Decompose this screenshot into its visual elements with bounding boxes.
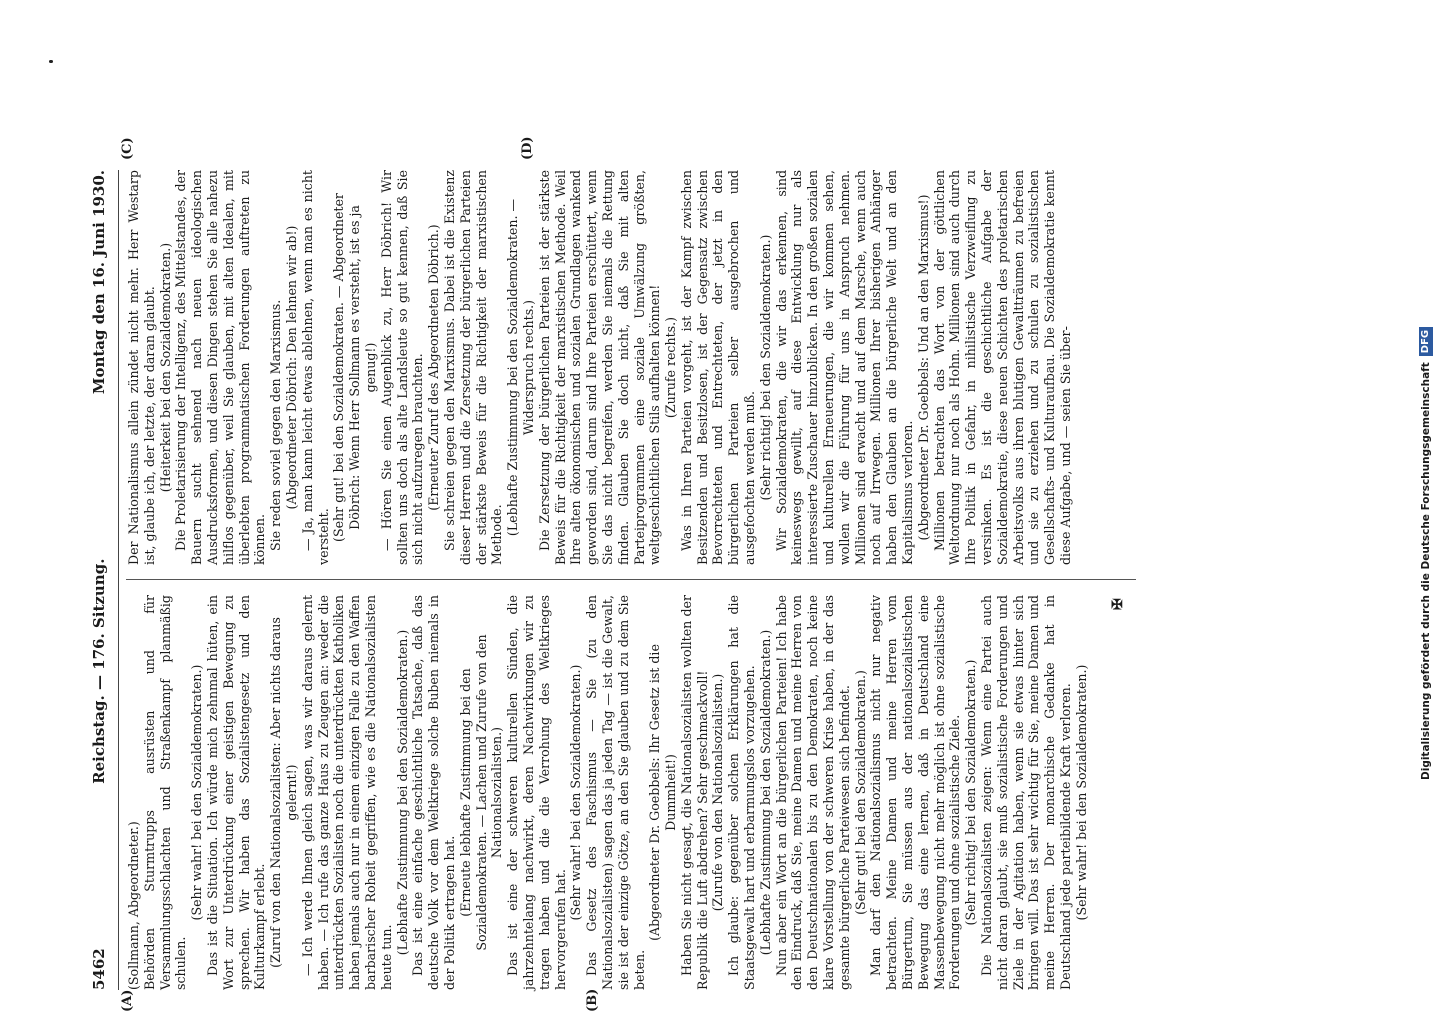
dfg-logo: DFG xyxy=(1419,327,1433,356)
rotated-page xyxy=(90,80,1170,1012)
column-divider xyxy=(126,579,1136,580)
reaction-line: (Sehr richtig! bei den Sozialdemokraten.) xyxy=(963,659,979,926)
speech-paragraph: — Ich werde Ihnen gleich sagen, was wir daraus gelernt haben. — Ich rufe das ganze Haus zu Zeugen an: weder die unterdrückten Sozialisten noch die unterdrückten Katholiken haben jemals auch nur in einem einzigen Falle zu den Waffen barbarischer Roheit gegriffen, wie es die Nationalsozialisten heute tun. xyxy=(299,595,394,990)
page-number: 5462 xyxy=(90,948,108,990)
funding-notice: Digitalisierung gefördert durch die Deutsche Forschungsgemeinschaft xyxy=(1420,362,1432,780)
session-date: Montag den 16. Juni 1930. xyxy=(90,170,108,395)
right-column xyxy=(126,170,1074,565)
reaction-line: (Zurufe rechts.) xyxy=(663,316,679,419)
margin-marker-c: (C) xyxy=(120,137,135,160)
reaction-line: (Sehr wahr! bei den Sozialdemokraten.) xyxy=(1073,664,1089,921)
reaction-line: (Lebhafte Zustimmung bei den Sozialdemokraten. — Widerspruch rechts.) xyxy=(505,198,536,537)
speech-paragraph: Das ist eine der schweren kulturellen Sünden, die jahrzehntelang nachwirkt, deren Nachwirkungen wir zu tragen haben und die die Verrohung des Weltkrieges hervorgerufen hat. xyxy=(505,595,568,990)
speech-paragraph: Das ist eine einfache geschichtliche Tatsache, daß das deutsche Volk vor dem Weltkriege solche Buben niemals in der Politik ertragen hat. xyxy=(410,595,457,990)
scan-speck xyxy=(49,60,53,63)
page-header xyxy=(90,170,116,990)
speech-paragraph: Die Nationalsozialisten zeigen: Wenn eine Partei auch nicht daran glaubt, sie muß sozialistische Forderungen und Ziele in der Agitation haben, wenn sie etwas hinter sich bringen will. Das ist sehr wichtig für Sie, meine Damen und meine Herren. Der monarchische Gedanke hat in Deutschland jede parteibildende Kraft verloren. xyxy=(979,595,1074,990)
header-rule xyxy=(118,170,119,990)
reaction-line: (Heiterkeit bei den Sozialdemokraten.) xyxy=(157,242,173,493)
speech-paragraph: — Ja, man kann leicht etwas ablehnen, wenn man es nicht versteht. xyxy=(299,170,331,565)
margin-marker-d: (D) xyxy=(520,136,535,160)
speech-paragraph: Millionen betrachten das Wort von der göttlichen Weltordnung nur noch als Hohn. Millionen sind auch durch Ihre Politik in Gefahr, in nihilistische Verzweiflung zu versinken. Es ist die geschichtliche Aufgabe der Sozialdemokratie, diese neuen Schichten des proletarischen Arbeitsvolks aus ihren blutigen Gewaltträumen zu befreien und sie zu erziehen und zu schulen zu sozialistischen Gesellschafts- und Kulturaufbau. Die Sozialdemokratie kennt diese Aufgabe, und — seien Sie über- xyxy=(931,170,1074,565)
reaction-line: (Abgeordneter Dr. Goebbels: Und an den Marxismus!) xyxy=(915,194,931,541)
reaction-line: (Erneute lebhafte Zustimmung bei den Sozialdemokraten. — Lachen und Zurufe von den Nationalsozialisten.) xyxy=(457,634,505,951)
reaction-line: (Zuruf von den Nationalsozialisten: Aber nichts daraus gelernt!) xyxy=(268,617,299,968)
speech-paragraph: Die Zersetzung der bürgerlichen Parteien ist der stärkste Beweis für die Richtigkeit der marxistischen Methode. Weil Ihre alten ökonomischen und sozialen Grundlagen wankend geworden sind, darum sind Ihre Parteien erschüttert, wenn Sie das nicht begreifen, werden Sie niemals die Rettung finden. Glauben Sie doch nicht, daß Sie mit alten Parteiprogrammen eine soziale Umwälzung größten, weltgeschichtlichen Stils aufhalten können! xyxy=(536,170,663,565)
reaction-line: (Lebhafte Zustimmung bei den Sozialdemokraten.) xyxy=(394,629,410,956)
speech-paragraph: Sie schreien gegen den Marxismus. Dabei ist die Existenz dieser Herren und die Zersetzung der bürgerlichen Parteien der stärkste Beweis für die Richtigkeit der marxistischen Methode. xyxy=(441,170,505,565)
reaction-line: (Sehr gut! bei den Sozialdemokraten.) xyxy=(852,670,868,915)
speech-paragraph: Das Gesetz des Faschismus — Sie (zu den Nationalsozialisten) sagen das ja jeden Tag — ist die Gewalt, sie ist der einzige Götze, an den Sie glauben und zu dem Sie beten. xyxy=(584,595,647,990)
speech-paragraph: Die Proletarisierung der Intelligenz, des Mittelstandes, der Bauern sucht sehnend nach neuen ideologischen Ausdrucksformen, und diesen Dingen stehen Sie alle nahezu hilflos gegenüber, weil Sie glauben, mit alten Idealen, mit überlebten programmatischen Forderungen auftreten zu können. xyxy=(173,170,268,565)
speech-paragraph: Das ist die Situation. Ich würde mich zehnmal hüten, ein Wort zur Unterdrückung einer geistigen Bewegung zu sprechen. Wir haben das Sozialistengesetz und den Kulturkampf erlebt. xyxy=(204,595,268,990)
reaction-line: (Abgeordneter Dr. Goebbels: Ihr Gesetz ist die Dummheit!) xyxy=(647,644,679,941)
reaction-line: (Erneuter Zuruf des Abgeordneten Döbrich.) xyxy=(426,224,442,511)
speech-paragraph: (Sollmann, Abgeordneter.) xyxy=(126,821,141,990)
session-title: Reichstag. — 176. Sitzung. xyxy=(90,558,108,784)
reaction-line: (Sehr wahr! bei den Sozialdemokraten.) xyxy=(189,664,205,921)
reaction-line: (Lebhafte Zustimmung bei den Sozialdemokraten.) xyxy=(757,629,773,956)
reaction-line: (Zurufe von den Nationalsozialisten.) xyxy=(710,673,726,912)
footer-mark: ✠ xyxy=(1110,598,1126,610)
reaction-line: (Sehr wahr! bei den Sozialdemokraten.) xyxy=(568,664,584,921)
speech-paragraph: Man darf den Nationalsozialismus nicht nur negativ betrachten. Meine Damen und meine Herren vom Bürgertum, Sie müssen aus der nationalsozialistischen Bewegung das eine lernen, daß in Deutschland eine Massenbewegung nicht mehr möglich ist ohne sozialistische Forderungen und ohne sozialistische Ziele. xyxy=(868,595,963,990)
speech-paragraph: — Hören Sie einen Augenblick zu, Herr Döbrich! Wir sollten uns doch als alte Landsleute so gut kennen, daß Sie sich nicht aufzuregen brauchten. xyxy=(378,170,426,565)
speech-paragraph: Haben Sie nicht gesagt, die Nationalsozialisten wollten der Republik die Luft abdrehen? Sehr geschmackvoll! xyxy=(678,595,710,990)
margin-marker-b: (B) xyxy=(585,988,600,1012)
speech-paragraph: Was in Ihren Parteien vorgeht, ist der Kampf zwischen Besitzenden und Besitzlosen, ist der Gegensatz zwischen Bevorrechteten und Entrechteten, der jetzt in den bürgerlichen Parteien selber ausgebrochen und ausgefochten werden muß. xyxy=(678,170,758,565)
reaction-line: (Sehr richtig! bei den Sozialdemokraten.) xyxy=(757,234,773,501)
speech-paragraph: Der Nationalismus allein zündet nicht mehr. Herr Westarp ist, glaube ich, der letzte, der daran glaubt. xyxy=(126,170,157,565)
side-strip xyxy=(1412,0,1434,1000)
speech-paragraph: Sie reden soviel gegen den Marxismus. xyxy=(268,299,284,551)
left-column xyxy=(126,595,1090,990)
speech-paragraph: Behörden Sturmtrupps ausrüsten und für Versammlungsschlachten und Straßenkampf planmäßig schulen. xyxy=(141,595,189,990)
reaction-line: (Abgeordneter Döbrich: Den lehnen wir ab!) xyxy=(283,225,299,510)
margin-marker-a: (A) xyxy=(120,989,135,1012)
speech-paragraph: Wir Sozialdemokraten, die wir das erkennen, sind keineswegs gewillt, auf diese Entwicklung nur als interessierte Zuschauer hinzublicken. In den großen sozialen und kulturellen Erneuerungen, die wir kommen sehen, wollen wir die Führung für uns in Anspruch nehmen. Millionen sind erwacht und auf dem Marsche, wenn auch noch auf Irrwegen. Millionen Ihrer bisherigen Anhänger haben den Glauben an die bürgerliche Welt und an den Kapitalismus verloren. xyxy=(773,170,916,565)
speech-paragraph: Ich glaube: gegenüber solchen Erklärungen hat die Staatsgewalt hart und erbarmungslos vorzugehen. xyxy=(726,595,758,990)
speech-paragraph: Nun aber ein Wort an die bürgerlichen Parteien! Ich habe den Eindruck, daß Sie, meine Damen und meine Herren von den Deutschnationalen bis zu den Demokraten, noch keine klare Vorstellung von der schweren Krise haben, in der das gesamte bürgerliche Parteiwesen sich befindet. xyxy=(773,595,852,990)
reaction-line: (Sehr gut! bei den Sozialdemokraten. — Abgeordneter Döbrich: Wenn Herr Sollmann es versteht, ist es ja genug!) xyxy=(331,193,378,542)
